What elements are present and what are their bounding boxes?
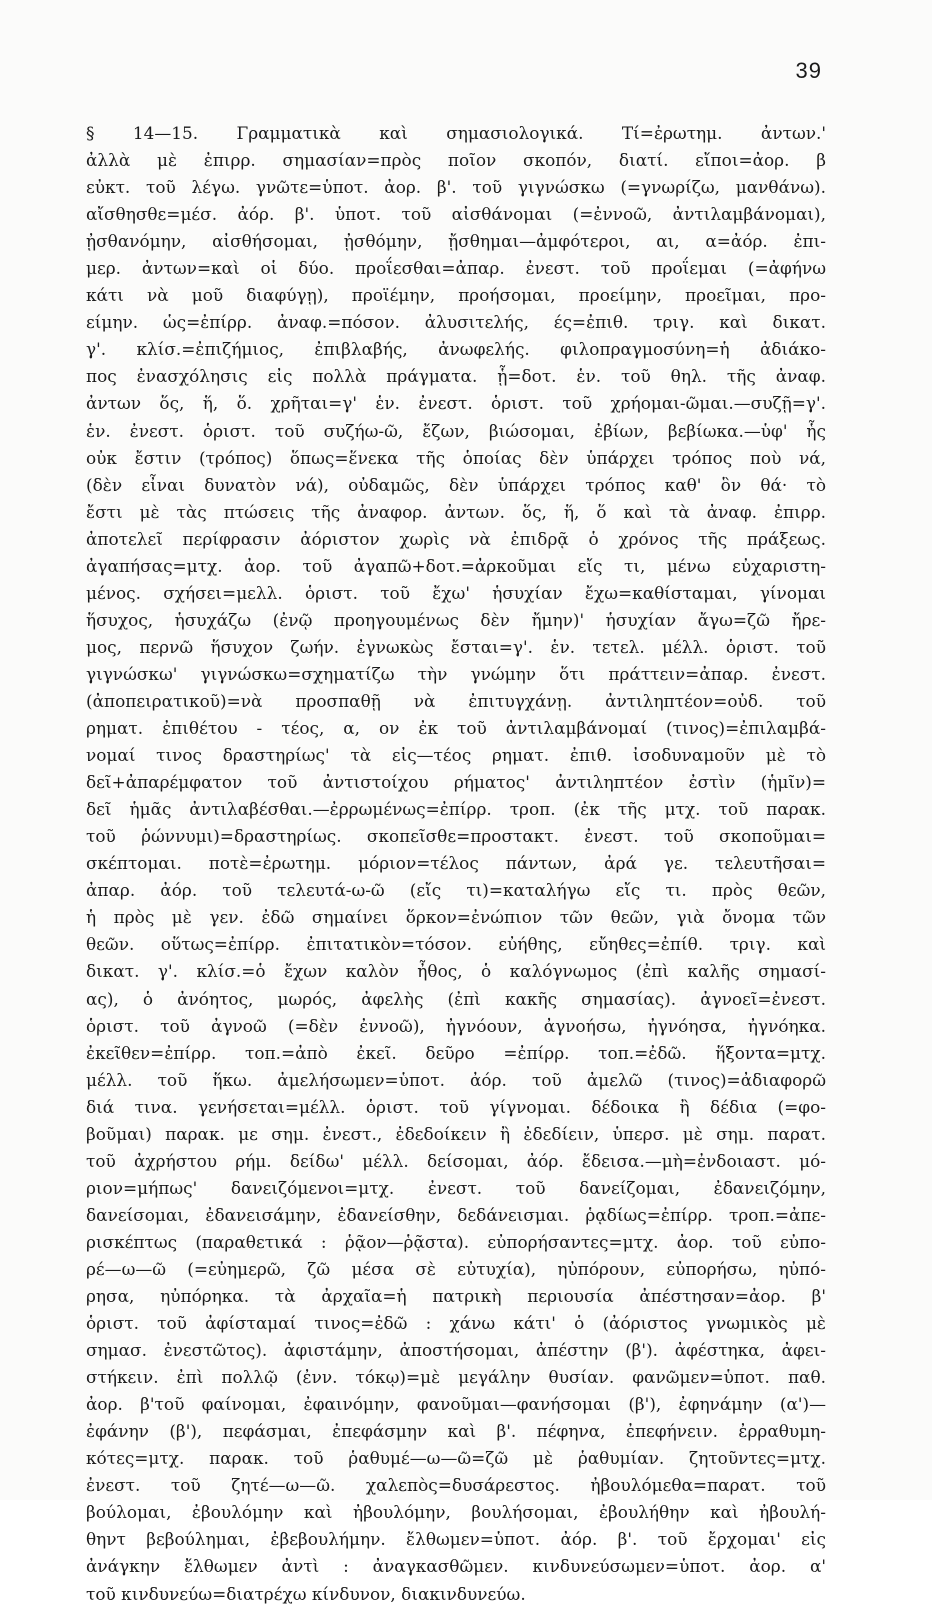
text-line: § 14—15. Γραμματικὰ καὶ σημασιολογικά. Τί=ἐρωτημ. ἀντων.' — [86, 123, 826, 143]
text-line: ρισκέπτως (παραθετικά : ῥᾷον—ῥᾷστα). εὐπορήσαντες=μτχ. ἀορ. τοῦ εὐπο- — [86, 1231, 826, 1252]
text-line: ὁριστ. τοῦ ἀφίσταμαί τινος=ἐδῶ : χάνω κάτι' ὁ (ἀόριστος γνωμικὸς μὲ — [86, 1313, 826, 1334]
text-line: ας), ὁ ἀνόητος, μωρός, ἀφελὴς (ἐπὶ κακῆς σημασίας). ἀγνοεῖ=ἐνεστ. — [86, 988, 826, 1009]
text-line: κότες=μτχ. παρακ. τοῦ ῥαθυμέ—ω—ῶ=ζῶ μὲ ῥαθυμίαν. ζητοῦντες=μτχ. — [86, 1448, 826, 1469]
text-line: τοῦ κινδυνεύω=διατρέχω κίνδυνον, διακινδυνεύω. — [86, 1583, 526, 1604]
text-line: γιγνώσκω' γιγνώσκω=σχηματίζω τὴν γνώμην ὅτι πράττειν=ἀπαρ. ἐνεστ. — [86, 663, 826, 684]
text-line: τοῦ ἀχρήστου ρήμ. δείδω' μέλλ. δείσομαι, ἀόρ. ἔδεισα.—μὴ=ἐνδοιαστ. μό- — [86, 1150, 826, 1171]
text-line: γ'. κλίσ.=ἐπιζήμιος, ἐπιβλαβής, ἀνωφελής. φιλοπραγμοσύνη=ἡ ἀδιάκο- — [86, 339, 826, 360]
text-line: είμην. ὡς=ἐπίρρ. ἀναφ.=πόσον. ἀλυσιτελής, ές=ἐπιθ. τριγ. καὶ δικατ. — [86, 312, 826, 333]
text-line: δικατ. γ'. κλίσ.=ὁ ἔχων καλὸν ἦθος, ὁ καλόγνωμος (ἐπὶ καλῆς σημασί- — [86, 961, 826, 982]
text-line: μος, περνῶ ἥσυχον ζωήν. ἐγνωκὼς ἔσται=γ'. ἑν. τετελ. μέλλ. ὁριστ. τοῦ — [86, 636, 826, 657]
text-line: εὐκτ. τοῦ λέγω. γνῶτε=ὑποτ. ἀορ. β'. τοῦ γιγνώσκω (=γνωρίζω, μανθάνω). — [86, 177, 826, 198]
text-line: ᾐσθανόμην, αἰσθήσομαι, ᾐσθόμην, ᾔσθημαι—ἀμφότεροι, αι, α=ἀόρ. ἐπι- — [86, 231, 826, 252]
text-line: ἀλλὰ μὲ ἐπιρρ. σημασίαν=πρὸς ποῖον σκοπόν, διατί. εἴποι=ἀορ. β — [86, 150, 826, 171]
text-line: δεῖ+ἀπαρέμφατον τοῦ ἀντιστοίχου ρήματος' ἀντιληπτέον ἐστὶν (ἡμῖν)= — [86, 772, 826, 793]
text-line: ἀποτελεῖ περίφρασιν ἀόριστον χωρὶς νὰ ἐπιδρᾷ ὁ χρόνος τῆς πράξεως. — [86, 528, 826, 549]
text-line: ἑν. ἐνεστ. ὁριστ. τοῦ συζήω-ῶ, ἔζων, βιώσομαι, ἐβίων, βεβίωκα.—ὑφ' ἧς — [86, 420, 826, 441]
text-line: ἐνεστ. τοῦ ζητέ—ω—ῶ. χαλεπὸς=δυσάρεστος. ἠβουλόμεθα=παρατ. τοῦ — [86, 1475, 826, 1496]
text-line: ἀπαρ. ἀόρ. τοῦ τελευτά-ω-ῶ (εἴς τι)=καταλήγω εἴς τι. πρὸς θεῶν, — [86, 880, 826, 901]
text-line: βοῦμαι) παρακ. με σημ. ἐνεστ., ἐδεδοίκειν ἢ ἐδεδίειν, ὑπερσ. μὲ σημ. παρατ. — [86, 1123, 826, 1144]
text-line: νομαί τινος δραστηρίως' τὰ εἰς—τέος ρηματ. ἐπιθ. ἰσοδυναμοῦν μὲ τὸ — [86, 745, 826, 766]
text-line: θηντ βεβούλημαι, ἐβεβουλήμην. ἔλθωμεν=ὑποτ. ἀόρ. β'. τοῦ ἔρχομαι' εἰς — [86, 1529, 826, 1550]
text-line: ρηματ. ἐπιθέτου - τέος, α, ον ἐκ τοῦ ἀντιλαμβάνομαί (τινος)=ἐπιλαμβά- — [86, 718, 826, 739]
text-line: ἡ πρὸς μὲ γεν. ἐδῶ σημαίνει ὅρκον=ἐνώπιον τῶν θεῶν, γιὰ ὄνομα τῶν — [86, 907, 826, 928]
text-line: τοῦ ῥώννυμι)=δραστηρίως. σκοπεῖσθε=προστακτ. ἐνεστ. τοῦ σκοποῦμαι= — [86, 826, 826, 847]
commentary-text — [86, 120, 826, 1608]
text-line: (δὲν εἶναι δυνατὸν νά), οὐδαμῶς, δὲν ὑπάρχει τρόπος καθ' ὃν θά· τὸ — [86, 474, 826, 495]
text-line: ἀνάγκην ἔλθωμεν ἀντὶ : ἀναγκασθῶμεν. κινδυνεύσωμεν=ὑποτ. ἀορ. α' — [86, 1556, 826, 1577]
text-line: ρησα, ηὐπόρηκα. τὰ ἀρχαῖα=ἡ πατρικὴ περιουσία ἀπέστησαν=ἀορ. β' — [86, 1286, 826, 1307]
text-line: σκέπτομαι. ποτὲ=ἐρωτημ. μόριον=τέλος πάντων, ἀρά γε. τελευτῆσαι= — [86, 853, 826, 874]
text-line: ἐφάνην (β'), πεφάσμαι, ἐπεφάσμην καὶ β'. πέφηνα, ἐπεφήνειν. ἐρραθυμη- — [86, 1421, 826, 1442]
text-line: ρέ—ω—ῶ (=εὐημερῶ, ζῶ μέσα σὲ εὐτυχία), ηὐπόρουν, εὐπορήσω, ηὐπό- — [86, 1258, 826, 1279]
text-line: μερ. ἀντων=καὶ οἱ δύο. προΐεσθαι=ἀπαρ. ἐνεστ. τοῦ προΐεμαι (=ἀφήνω — [86, 258, 826, 279]
text-line: κάτι νὰ μοῦ διαφύγῃ), προϊέμην, προήσομαι, προείμην, προεῖμαι, προ- — [86, 285, 826, 306]
text-line: διά τινα. γενήσεται=μέλλ. ὁριστ. τοῦ γίγνομαι. δέδοικα ἢ δέδια (=φο- — [86, 1096, 826, 1117]
text-line: οὐκ ἔστιν (τρόπος) ὅπως=ἕνεκα τῆς ὁποίας δὲν ὑπάρχει τρόπος ποὺ νά, — [86, 447, 826, 468]
page-number: 39 — [795, 58, 822, 83]
text-line: πος ἐνασχόλησις εἰς πολλὰ πράγματα. ᾗ=δοτ. ἑν. τοῦ θηλ. τῆς ἀναφ. — [86, 366, 826, 387]
text-line: ἐκεῖθεν=ἐπίρρ. τοπ.=ἀπὸ ἐκεῖ. δεῦρο =ἐπίρρ. τοπ.=ἐδῶ. ἥξοντα=μτχ. — [86, 1042, 826, 1063]
text-line: ἥσυχος, ἡσυχάζω (ἐνῷ προηγουμένως δὲν ἤμην)' ἡσυχίαν ἄγω=ζῶ ἤρε- — [86, 609, 826, 630]
text-line: ὁριστ. τοῦ ἀγνοῶ (=δὲν ἐννοῶ), ἠγνόουν, ἀγνοήσω, ἠγνόησα, ἠγνόηκα. — [86, 1015, 826, 1036]
text-line: ἔστι μὲ τὰς πτώσεις τῆς ἀναφορ. ἀντων. ὅς, ἥ, ὅ καὶ τὰ ἀναφ. ἐπιρρ. — [86, 501, 826, 522]
text-line: στήκειν. ἐπὶ πολλῷ (ἐνν. τόκῳ)=μὲ μεγάλην θυσίαν. φανῶμεν=ὑποτ. παθ. — [86, 1367, 826, 1388]
text-line: (ἀποπειρατικοῦ)=νὰ προσπαθῇ νὰ ἐπιτυγχάνῃ. ἀντιληπτέον=οὐδ. τοῦ — [86, 690, 826, 711]
text-line: ἀντων ὅς, ἥ, ὅ. χρῆται=γ' ἑν. ἐνεστ. ὁριστ. τοῦ χρήομαι-ῶμαι.—συζῇ=γ'. — [86, 393, 826, 414]
text-line: ριον=μήπως' δανειζόμενοι=μτχ. ἐνεστ. τοῦ δανείζομαι, ἐδανειζόμην, — [86, 1177, 826, 1198]
text-line: σημασ. ἐνεστῶτος). ἀφιστάμην, ἀποστήσομαι, ἀπέστην (β'). ἀφέστηκα, ἀφει- — [86, 1340, 826, 1361]
text-line: δανείσομαι, ἐδανεισάμην, ἐδανείσθην, δεδάνεισμαι. ῥᾳδίως=ἐπίρρ. τροπ.=ἀπε- — [86, 1204, 826, 1225]
text-line: θεῶν. οὕτως=ἐπίρρ. ἐπιτατικὸν=τόσον. εὐήθης, εὔηθες=ἐπίθ. τριγ. καὶ — [86, 934, 826, 955]
text-line: μένος. σχήσει=μελλ. ὁριστ. τοῦ ἔχω' ἡσυχίαν ἔχω=καθίσταμαι, γίνομαι — [86, 582, 826, 603]
text-line: δεῖ ἡμᾶς ἀντιλαβέσθαι.—ἐρρωμένως=ἐπίρρ. τροπ. (ἐκ τῆς μτχ. τοῦ παρακ. — [86, 799, 826, 820]
text-line: μέλλ. τοῦ ἥκω. ἀμελήσωμεν=ὑποτ. ἀόρ. τοῦ ἀμελῶ (τινος)=ἀδιαφορῶ — [86, 1069, 826, 1090]
text-line: ἀγαπήσας=μτχ. ἀορ. τοῦ ἀγαπῶ+δοτ.=ἀρκοῦμαι εἴς τι, μένω εὐχαριστη- — [86, 555, 826, 576]
text-line: αἴσθησθε=μέσ. ἀόρ. β'. ὑποτ. τοῦ αἰσθάνομαι (=ἐννοῶ, ἀντιλαμβάνομαι), — [86, 204, 826, 225]
text-line: βούλομαι, ἐβουλόμην καὶ ἠβουλόμην, βουλήσομαι, ἐβουλήθην καὶ ἠβουλή- — [86, 1502, 826, 1523]
text-line: ἀορ. β'τοῦ φαίνομαι, ἐφαινόμην, φανοῦμαι—φανήσομαι (β'), ἐφηνάμην (α')— — [86, 1394, 826, 1415]
